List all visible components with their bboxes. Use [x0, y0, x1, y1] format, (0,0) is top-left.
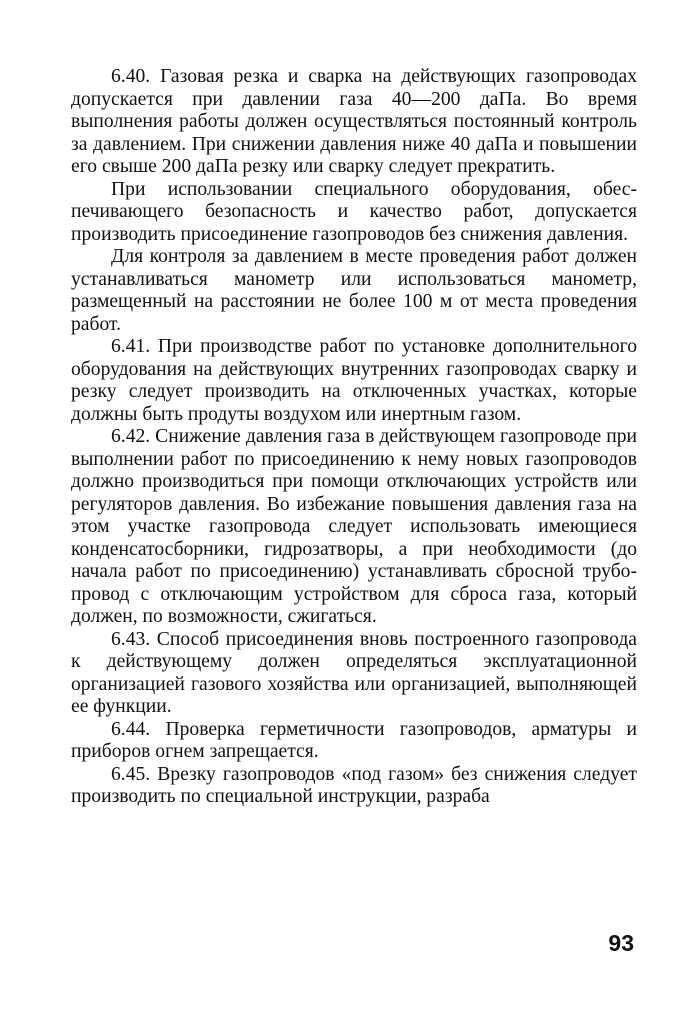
- paragraph-6-43: 6.43. Способ присоединения вновь построенного газопровода к действующему должен определяться эксплуатационной организацией газового хозяйства или организацией, выполняющей ее функции.: [71, 628, 637, 717]
- paragraph-6-41: 6.41. При производстве работ по установке дополнительного оборудования на действующих внутренних газопроводах сварку и резку следует производить на отключенных участках, которые должны быть продуты воздухом или инертным газом.: [71, 336, 637, 425]
- paragraph-6-45: 6.45. Врезку газопроводов «под газом» без снижения следует производить по специальной инструкции, разраба: [71, 763, 637, 807]
- paragraph-pressure-control: Для контроля за давлением в месте проведения работ должен устанавливаться манометр или использоваться манометр, размещенный на расстоянии не более 100 м от места проведения работ.: [71, 246, 637, 335]
- paragraph-6-44: 6.44. Проверка герметичности газопроводов, арматуры и приборов огнем запрещается.: [71, 718, 637, 762]
- page-number: 93: [608, 930, 634, 956]
- page-body: [71, 66, 637, 809]
- paragraph-special-equipment: При использовании специального оборудования, обеспечивающего безопасность и качество работ, допускается производить присоединение газопроводов без снижения давления.: [71, 178, 637, 245]
- paragraph-6-40: 6.40. Газовая резка и сварка на действующих газопроводах допускается при давлении газа 40—200 даПа. Во время выполнения работы должен осуществляться постоянный контроль за давлением. При снижении давления ниже 40 даПа и повышении его свыше 200 даПа резку или сварку следует прекратить.: [71, 66, 637, 177]
- paragraph-6-42: 6.42. Снижение давления газа в действующем газопроводе при выполнении работ по присоединению к нему новых газопроводов должно производиться при помощи отключающих устройств или регуляторов давления. Во избежание повышения давления газа на этом участке газопровода следует использовать имеющиеся конденсатосборники, гидрозатворы, а при необходимости (до начала работ по присоединению) устанавливать сбросной трубопровод с отключающим устройством для сброса газа, который должен, по возможности, сжигаться.: [71, 426, 637, 627]
